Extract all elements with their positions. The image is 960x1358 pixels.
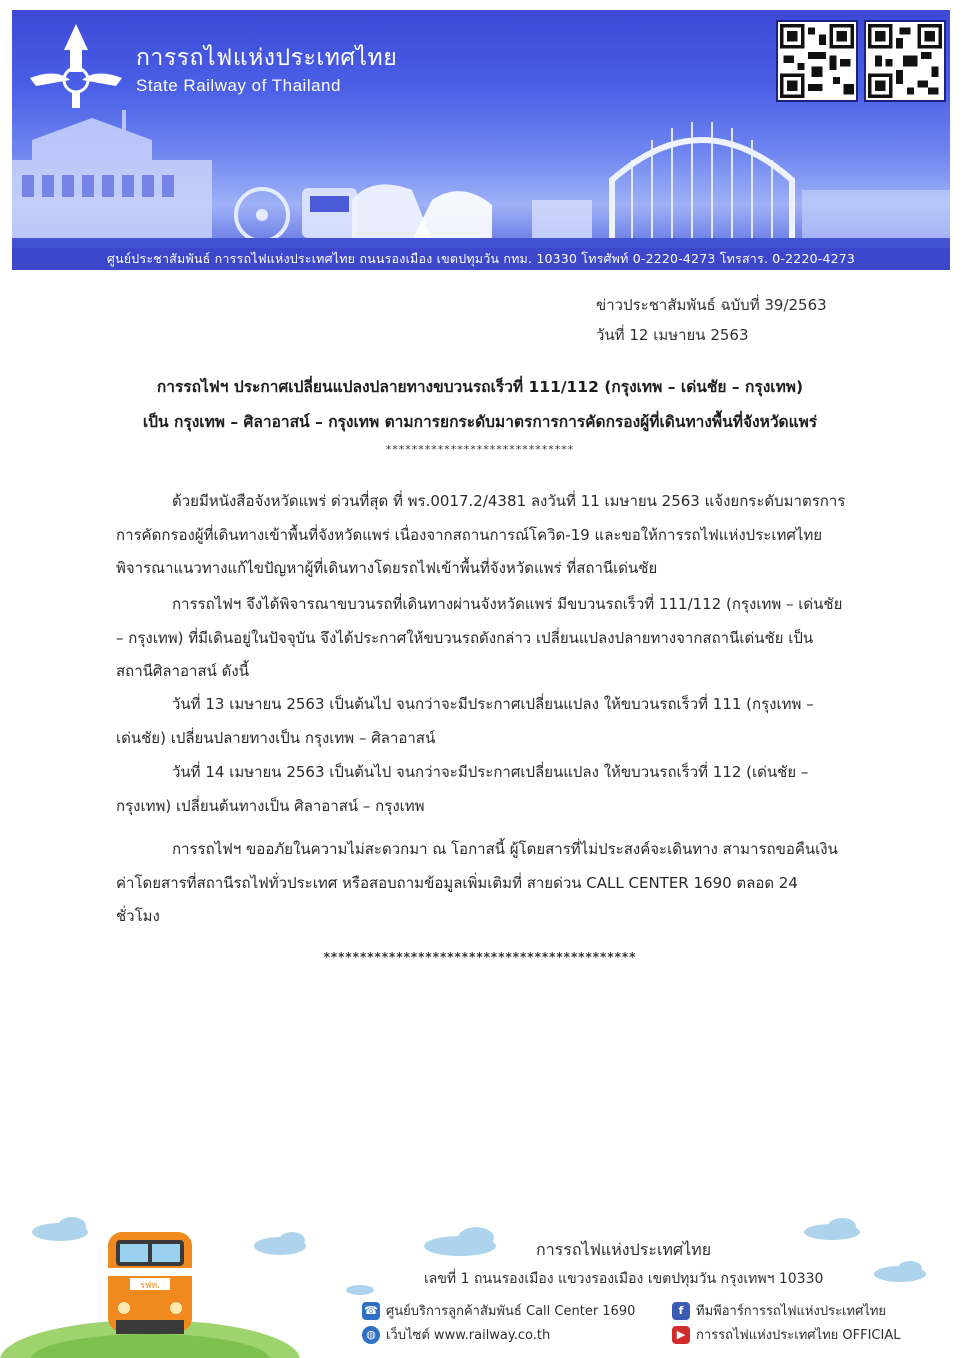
- train-label: รฟท.: [140, 1281, 160, 1291]
- document-title-line-2: เป็น กรุงเทพ – ศิลาอาสน์ – กรุงเทพ ตามการยกระดับมาตรการการคัดกรองผู้ที่เดินทางพื้นที่จังหวัดแพร่: [142, 413, 818, 431]
- footer-youtube[interactable]: [672, 1324, 900, 1345]
- phone-icon: ☎: [362, 1302, 380, 1320]
- footer-website[interactable]: [362, 1324, 550, 1345]
- qr-code-icon: [864, 20, 946, 102]
- footer-address: เลขที่ 1 ถนนรองเมือง แขวงรองเมือง เขตปทุมวัน กรุงเทพฯ 10330: [424, 1271, 824, 1287]
- org-name-thai: การรถไฟแห่งประเทศไทย: [136, 45, 398, 71]
- body-paragraph: การรถไฟฯ จึงได้พิจารณาขบวนรถที่เดินทางผ่านจังหวัดแพร่ มีขบวนรถเร็วที่ 111/112 (กรุงเทพ – เด่นชัย – กรุงเทพ) ที่มีเดินอยู่ในปัจจุบัน จึงได้ประกาศให้ขบวนรถดังกล่าว เปลี่ยนแปลงปลายทางจากสถานีเด่นชัย เป็นสถานีศิลาอาสน์ ดังนี้: [116, 595, 843, 680]
- announcement-number: ข่าวประชาสัมพันธ์ ฉบับที่ 39/2563: [596, 296, 827, 314]
- body-paragraph: วันที่ 14 เมษายน 2563 เป็นต้นไป จนกว่าจะมีประกาศเปลี่ยนแปลง ให้ขบวนรถเร็วที่ 112 (เด่นชัย – กรุงเทพ) เปลี่ยนต้นทางเป็น ศิลาอาสน์ – กรุงเทพ: [116, 763, 809, 815]
- facebook-icon: f: [672, 1302, 690, 1320]
- website-text: เว็บไซต์ www.railway.co.th: [386, 1328, 551, 1343]
- station-skyline-illustration: [12, 100, 950, 250]
- document-reference: [596, 290, 827, 350]
- announcement-date: วันที่ 12 เมษายน 2563: [596, 326, 749, 344]
- facebook-text: ทีมพีอาร์การรถไฟแห่งประเทศไทย: [696, 1304, 887, 1319]
- footer-call-center[interactable]: [362, 1300, 635, 1321]
- youtube-text: การรถไฟแห่งประเทศไทย OFFICIAL: [696, 1328, 901, 1343]
- footer-org-name: การรถไฟแห่งประเทศไทย: [536, 1240, 712, 1259]
- document-title-line-1: การรถไฟฯ ประกาศเปลี่ยนแปลงปลายทางขบวนรถเร็วที่ 111/112 (กรุงเทพ – เด่นชัย – กรุงเทพ): [156, 378, 804, 396]
- footer-facebook[interactable]: [672, 1300, 886, 1321]
- body-paragraph: การรถไฟฯ ขออภัยในความไม่สะดวกมา ณ โอกาสนี้ ผู้โดยสารที่ไม่ประสงค์จะเดินทาง สามารถขอคืนเงินค่าโดยสารที่สถานีรถไฟทั่วประเทศ หรือสอบถามข้อมูลเพิ่มเติมที่ สายด่วน CALL CENTER 1690 ตลอด 24 ชั่วโมง: [116, 840, 838, 925]
- header-banner: [12, 10, 950, 270]
- end-separator: *******************************************: [323, 950, 637, 964]
- qr-code-icon: [776, 20, 858, 102]
- body-paragraph: ด้วยมีหนังสือจังหวัดแพร่ ด่วนที่สุด ที่ พร.0017.2/4381 ลงวันที่ 11 เมษายน 2563 แจ้งยกระดับมาตรการการคัดกรองผู้ที่เดินทางเข้าพื้นที่จังหวัดแพร่ เนื่องจากสถานการณ์โควิด-19 และขอให้การรถไฟแห่งประเทศไทย พิจารณาแนวทางแก้ไขปัญหาผู้ที่เดินทางโดยรถไฟเข้าพื้นที่จังหวัดแพร่ ที่สถานีเด่นชัย: [116, 492, 846, 577]
- contact-strip: ศูนย์ประชาสัมพันธ์ การรถไฟแห่งประเทศไทย ถนนรองเมือง เขตปทุมวัน กทม. 10330 โทรศัพท์ 0-2220-4273 โทรสาร. 0-2220-4273: [12, 248, 950, 270]
- youtube-icon: ▶: [672, 1326, 690, 1344]
- call-center-text: ศูนย์บริการลูกค้าสัมพันธ์ Call Center 1690: [386, 1304, 636, 1319]
- srt-logo-icon: [26, 20, 126, 112]
- org-name-english: State Railway of Thailand: [136, 76, 341, 95]
- body-paragraph: วันที่ 13 เมษายน 2563 เป็นต้นไป จนกว่าจะมีประกาศเปลี่ยนแปลง ให้ขบวนรถเร็วที่ 111 (กรุงเทพ – เด่นชัย) เปลี่ยนปลายทางเป็น กรุงเทพ – ศิลาอาสน์: [116, 695, 814, 747]
- title-separator: *****************************: [385, 443, 575, 456]
- globe-icon: ◍: [362, 1326, 380, 1344]
